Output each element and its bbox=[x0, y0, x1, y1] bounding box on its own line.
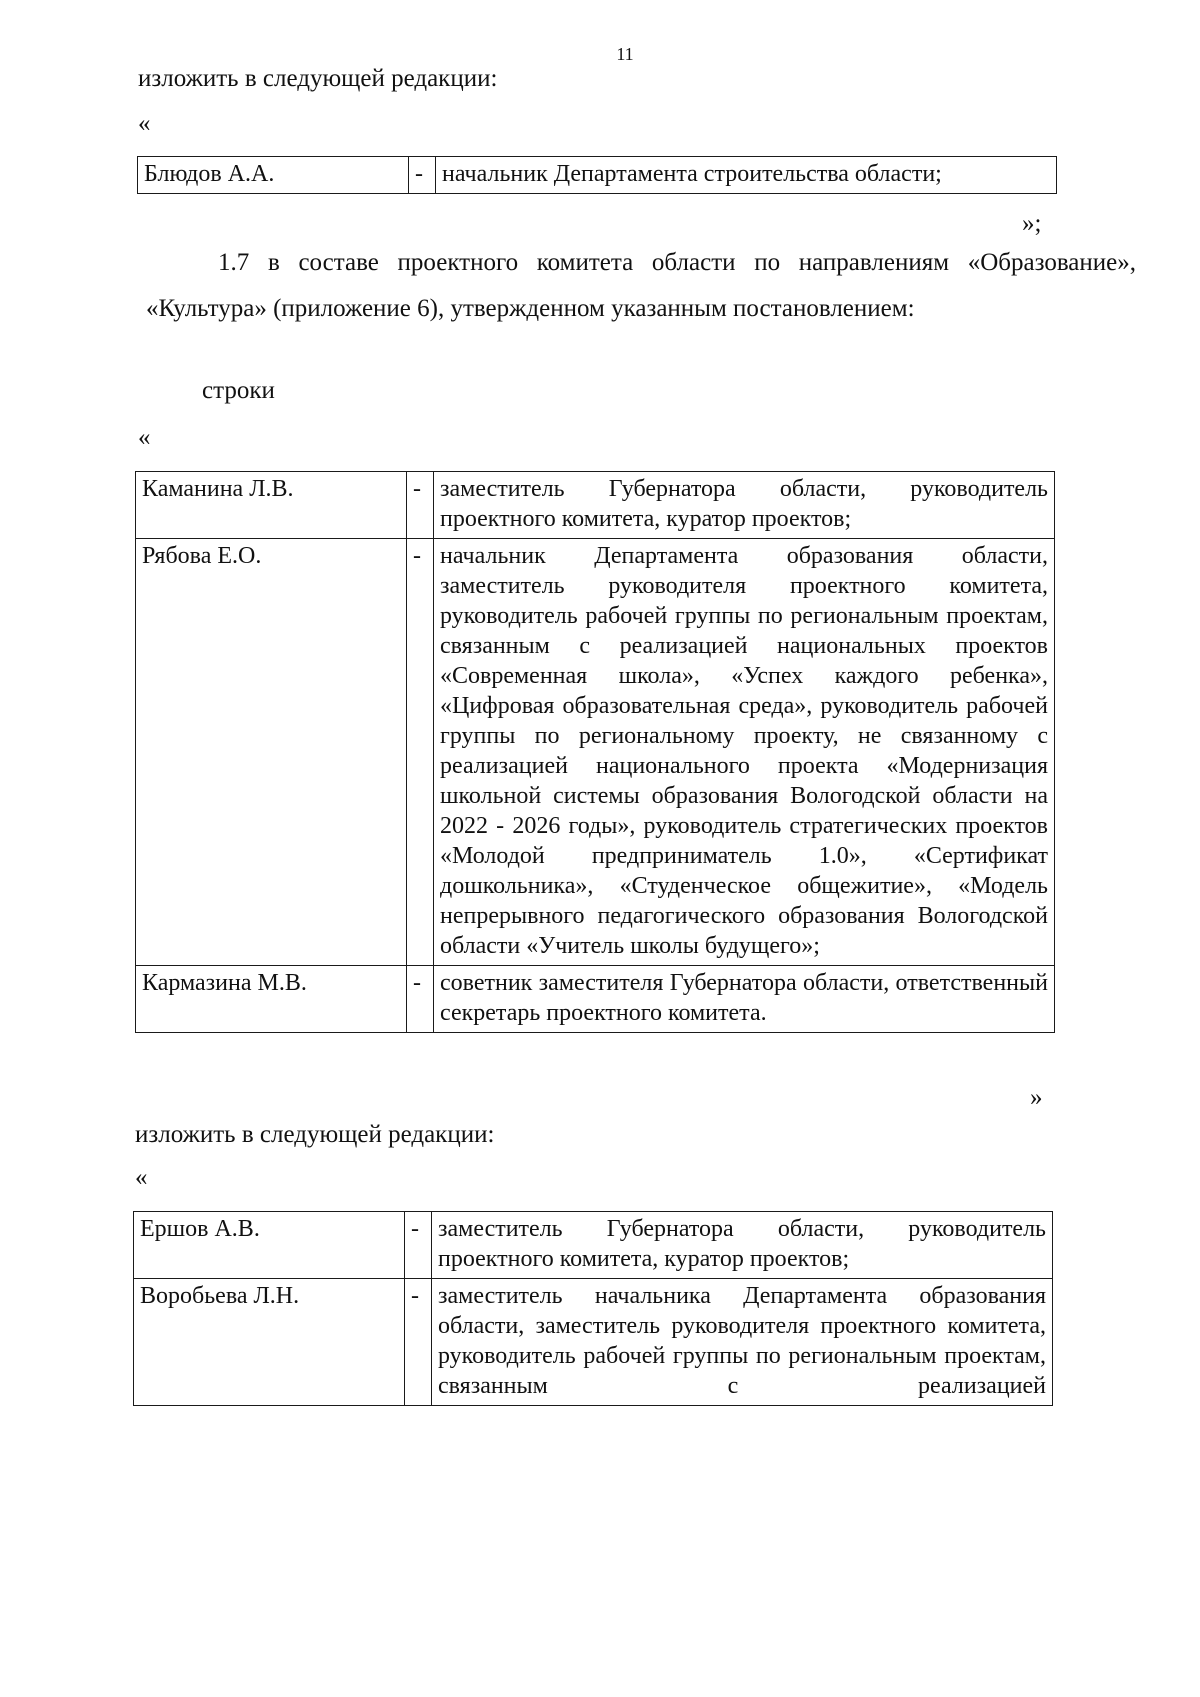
table-row bbox=[134, 1212, 1053, 1279]
intro-text-1: изложить в следующей редакции: bbox=[138, 65, 498, 92]
table-row bbox=[134, 1279, 1053, 1406]
close-quote-2: » bbox=[1030, 1084, 1043, 1111]
member-role: заместитель Губернатора области, руководитель проектного комитета, куратор проектов; bbox=[432, 1212, 1053, 1279]
member-dash: - bbox=[407, 472, 434, 539]
member-name: Каманина Л.В. bbox=[136, 472, 407, 539]
member-dash: - bbox=[409, 157, 436, 194]
member-name: Ершов А.В. bbox=[134, 1212, 405, 1279]
open-quote-2: « bbox=[138, 424, 151, 451]
member-role: заместитель начальника Департамента образования области, заместитель руководителя проектного комитета, руководитель рабочей группы по региональным проектам, связанным с реализацией bbox=[432, 1279, 1053, 1406]
close-quote-1: »; bbox=[1022, 210, 1042, 237]
page-number: 11 bbox=[616, 44, 634, 64]
member-role: начальник Департамента образования области, заместитель руководителя проектного комитета, руководитель рабочей группы по региональным проектам, связанным с реализацией национальных проектов «Современная школа», «Успех каждого ребенка», «Цифровая образовательная среда», руководитель рабочей группы по региональному проекту, не связанному с реализацией национального проекта «Модернизация школьной системы образования Вологодской области на 2022 - 2026 годы», руководитель стратегических проектов «Молодой предприниматель 1.0», «Сертификат дошкольника», «Студенческое общежитие», «Модель непрерывного педагогического образования Вологодской области «Учитель школы будущего»; bbox=[434, 539, 1055, 966]
table-row bbox=[138, 157, 1057, 194]
members-table-2 bbox=[135, 471, 1055, 1033]
table-row bbox=[136, 472, 1055, 539]
member-name: Воробьева Л.Н. bbox=[134, 1279, 405, 1406]
table-row bbox=[136, 966, 1055, 1033]
member-role: начальник Департамента строительства области; bbox=[436, 157, 1057, 194]
paragraph-1-7-text: 1.7 в составе проектного комитета области по направлениям «Образование», «Культура» (приложение 6), утвержденном указанным постановлением: bbox=[146, 249, 1136, 322]
member-name: Блюдов А.А. bbox=[138, 157, 409, 194]
member-dash: - bbox=[407, 966, 434, 1033]
members-table-1 bbox=[137, 156, 1057, 194]
paragraph-1-7 bbox=[146, 240, 1136, 332]
rows-label: строки bbox=[202, 377, 275, 404]
open-quote-3: « bbox=[135, 1164, 148, 1191]
member-name: Рябова Е.О. bbox=[136, 539, 407, 966]
table-row bbox=[136, 539, 1055, 966]
member-dash: - bbox=[405, 1212, 432, 1279]
member-role: советник заместителя Губернатора области, ответственный секретарь проектного комитета. bbox=[434, 966, 1055, 1033]
member-dash: - bbox=[407, 539, 434, 966]
member-role: заместитель Губернатора области, руководитель проектного комитета, куратор проектов; bbox=[434, 472, 1055, 539]
intro-text-2: изложить в следующей редакции: bbox=[135, 1121, 495, 1148]
open-quote-1: « bbox=[138, 110, 151, 137]
member-dash: - bbox=[405, 1279, 432, 1406]
member-name: Кармазина М.В. bbox=[136, 966, 407, 1033]
members-table-3 bbox=[133, 1211, 1053, 1406]
